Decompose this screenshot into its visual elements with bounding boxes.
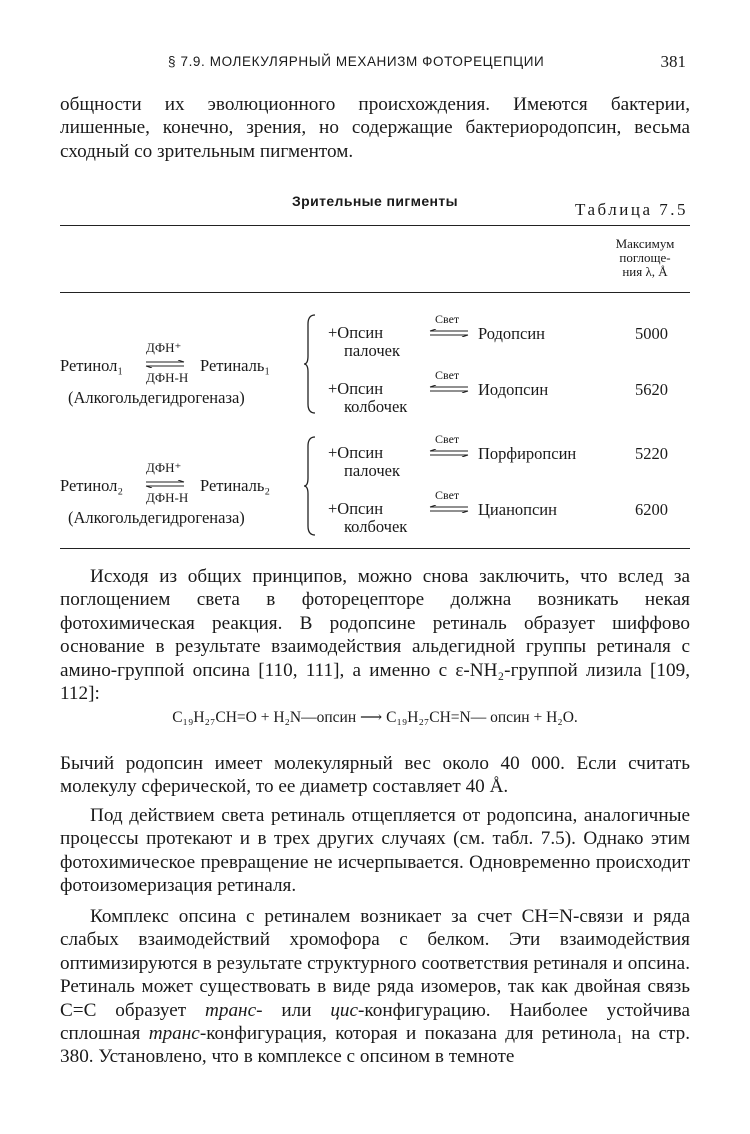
body-paragraph-5	[60, 905, 690, 1069]
absorption-max: 5620	[635, 380, 668, 399]
opsin-label: +Опсин	[328, 499, 384, 518]
opsin-label: +Опсин	[328, 323, 384, 342]
equilibrium-arrows-icon	[428, 329, 470, 337]
section-title: § 7.9. МОЛЕКУЛЯРНЫЙ МЕХАНИЗМ ФОТОРЕЦЕПЦИИ	[168, 54, 545, 69]
column-header	[600, 237, 690, 279]
column-header-line3: ния λ, Å	[622, 264, 668, 279]
equilibrium-arrows-icon	[144, 480, 186, 488]
table-top-rule	[60, 225, 690, 226]
running-head	[60, 54, 690, 76]
table-title: Зрительные пигменты	[291, 193, 459, 209]
body-paragraph-4: Под действием света ретиналь отщепляется от родопсина, аналогичные процессы протекают и в трех других случаях (см. табл. 7.5). Однако этим фотохимическое превращение не исчерпывается. Одновременно происходит фотоизомеризация ретиналя.	[60, 805, 690, 897]
opsin-cones	[328, 500, 407, 536]
cofactor-top: ДФН⁺	[146, 460, 182, 475]
cofactor-top: ДФН⁺	[146, 340, 182, 355]
cofactor-bottom: ДФН-Н	[146, 370, 189, 385]
retinol-label: Ретинол₂	[60, 476, 124, 495]
column-header-line1: Максимум	[615, 236, 675, 251]
curly-brace-icon	[304, 436, 316, 536]
pigment-name: Иодопсин	[478, 380, 549, 399]
retinol-label: Ретинол₁	[60, 356, 124, 375]
pigment-name: Порфиропсин	[478, 444, 577, 463]
equilibrium-arrows-icon	[428, 385, 470, 393]
page-number: 381	[660, 52, 686, 71]
table-header-rule	[60, 292, 690, 293]
paragraph-text: или	[262, 999, 331, 1021]
retinal-label: Ретиналь₂	[200, 476, 271, 495]
enzyme-label: (Алкогольдегидрогеназа)	[68, 388, 245, 407]
opsin-rods	[328, 324, 400, 360]
paragraph-text: -конфигурация, которая и показана для ретинола₁ на стр. 380. Установлено, что в комплексе с опсином в темноте	[60, 1023, 690, 1068]
opsin-cell-label: колбочек	[344, 517, 408, 536]
equilibrium-arrows-icon	[428, 505, 470, 513]
opsin-label: +Опсин	[328, 379, 384, 398]
body-paragraph-3: Бычий родопсин имеет молекулярный вес около 40 000. Если считать молекулу сферической, то ее диаметр составляет 40 Å.	[60, 753, 690, 798]
absorption-max: 5220	[635, 444, 668, 463]
pigment-name: Цианопсин	[478, 500, 557, 519]
paragraph-text: -конфигурацию. Наиболее устойчива сплошная	[60, 999, 690, 1045]
opsin-label: +Опсин	[328, 443, 384, 462]
light-label: Свет	[435, 432, 460, 446]
retinal-label: Ретиналь₁	[200, 356, 271, 375]
absorption-max: 5000	[635, 324, 668, 343]
opsin-cell-label: палочек	[344, 341, 400, 360]
paragraph-text: Комплекс опсина с ретиналем возникает за счет CH=N-связи и ряда слабых взаимодействий хромофора с белком. Эти взаимодействия оптимизируются в результате структурного соответствия ретиналя и опсина. Ретиналь может существовать в виде ряда изомеров, так как двойная связь C=C образует	[60, 906, 690, 1021]
enzyme-label: (Алкогольдегидрогеназа)	[68, 508, 245, 527]
light-label: Свет	[435, 312, 460, 326]
italic-term: цис	[330, 999, 359, 1021]
italic-term: транс	[148, 1023, 200, 1045]
pigment-name: Родопсин	[478, 324, 545, 343]
opsin-cones	[328, 380, 407, 416]
curly-brace-icon	[304, 314, 316, 414]
table-bottom-rule	[60, 548, 690, 549]
column-header-line2: поглоще-	[619, 250, 671, 265]
equilibrium-arrows-icon	[144, 360, 186, 368]
chemical-formula: C₁₉H₂₇CH=O + H₂N—опсин ⟶ C₁₉H₂₇CH=N— опсин + H₂O.	[172, 709, 578, 726]
light-label: Свет	[435, 368, 460, 382]
cofactor-bottom: ДФН-Н	[146, 490, 189, 505]
absorption-max: 6200	[635, 500, 668, 519]
light-label: Свет	[435, 488, 460, 502]
body-paragraph-2: Исходя из общих принципов, можно снова заключить, что вслед за поглощением света в фоторецепторе должна возникать некая фотохимическая реакция. В родопсине ретиналь образует шиффово основание в результате взаимодействия альдегидной группы ретиналя с амино-группой опсина [110, 111], а именно с ε-NH₂-группой лизила [109, 112]:	[60, 566, 690, 705]
italic-term: транс-	[205, 999, 263, 1021]
table-label: Таблица 7.5	[575, 200, 688, 219]
opsin-rods	[328, 444, 400, 480]
opsin-cell-label: колбочек	[344, 397, 408, 416]
equilibrium-arrows-icon	[428, 449, 470, 457]
intro-paragraph: общности их эволюционного происхождения. Имеются бактерии, лишенные, конечно, зрения, но содержащие бактериородопсин, весьма сходный со зрительным пигментом.	[60, 94, 690, 162]
opsin-cell-label: палочек	[344, 461, 400, 480]
